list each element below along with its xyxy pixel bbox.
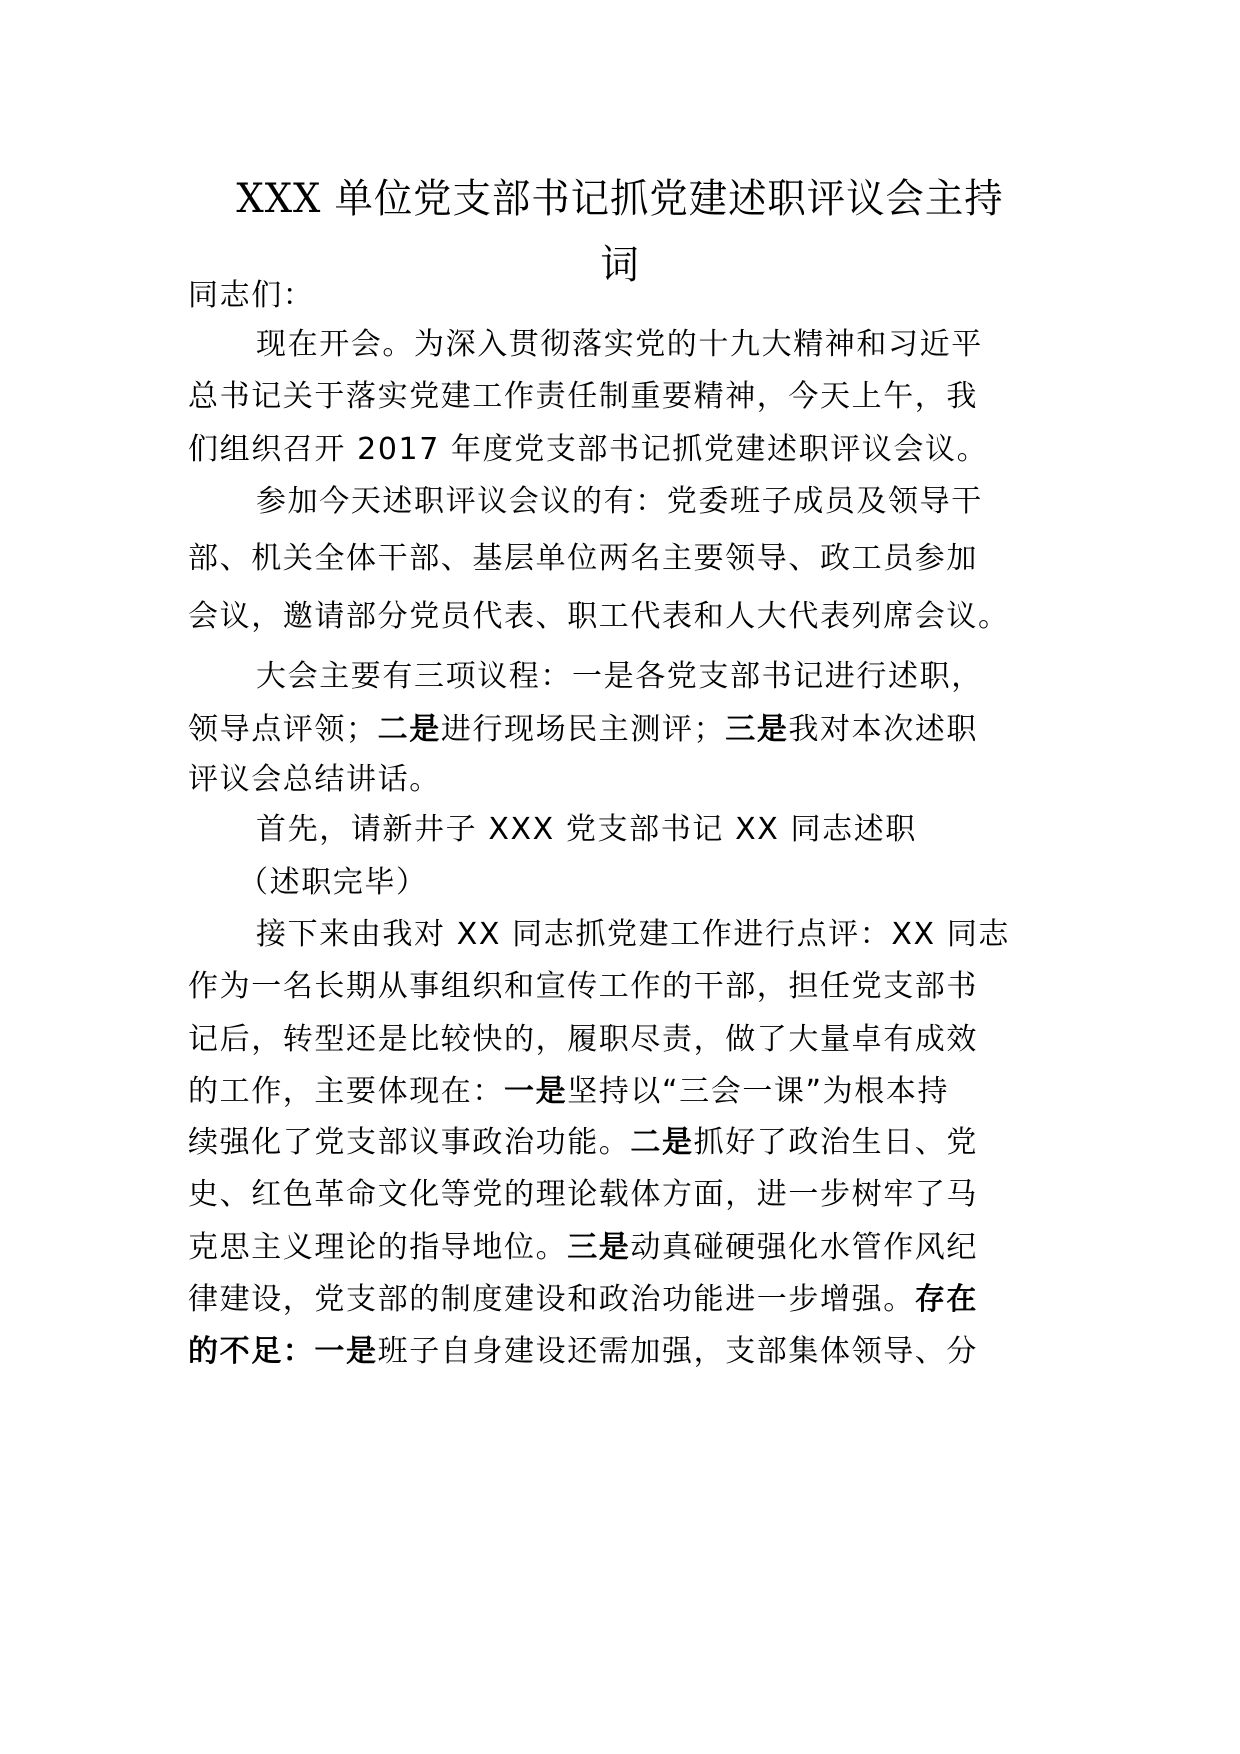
text-line <box>188 1123 978 1163</box>
text-line <box>188 810 917 850</box>
text-segment: 我对本次述职 <box>788 712 979 747</box>
text-segment: 克思主义理论的指导地位。 <box>188 1230 568 1265</box>
text-segment: 的工作，主要体现在： <box>188 1074 504 1109</box>
text-line <box>188 482 983 522</box>
bold-text-segment: 的不足： <box>188 1334 315 1369</box>
text-segment: 同志们： <box>188 278 315 313</box>
text-line <box>188 1280 978 1320</box>
text-segment: 评议会总结讲话。 <box>188 762 441 797</box>
title-line-2: 词 <box>600 242 640 288</box>
text-line <box>188 276 314 316</box>
text-segment: 班子自身建设还需加强，支部集体领导、分 <box>377 1334 979 1369</box>
text-line <box>188 657 983 697</box>
text-segment: 抓好了政治生日、党 <box>693 1125 979 1160</box>
text-line <box>188 325 983 365</box>
text-line <box>188 597 1010 637</box>
text-segment: 续强化了党支部议事政治功能。 <box>188 1125 631 1160</box>
text-line <box>188 1332 978 1372</box>
text-segment: 进行现场民主测评； <box>440 712 726 747</box>
text-segment: 史、红色革命文化等党的理论载体方面，进一步树牢了马 <box>188 1177 978 1212</box>
bold-text-segment: 一是 <box>504 1074 568 1109</box>
bold-text-segment: 二是 <box>377 712 441 747</box>
text-segment: 接下来由我对 XX 同志抓党建工作进行点评：XX 同志 <box>256 917 1011 952</box>
text-segment: 律建设，党支部的制度建设和政治功能进一步增强。 <box>188 1282 915 1317</box>
bold-text-segment: 一是 <box>314 1334 378 1369</box>
text-segment: 动真碰硬强化水管作风纪 <box>630 1230 979 1265</box>
text-segment: 参加今天述职评议会议的有：党委班子成员及领导干 <box>256 484 983 519</box>
text-segment: 记后，转型还是比较快的，履职尽责，做了大量卓有成效 <box>188 1022 978 1057</box>
text-line <box>188 967 978 1007</box>
text-line <box>188 377 978 417</box>
text-line <box>188 1175 978 1215</box>
text-segment: 们组织召开 2017 年度党支部书记抓党建述职评议会议。 <box>188 432 989 467</box>
text-line <box>188 1228 978 1268</box>
text-segment: （述职完毕） <box>238 865 428 900</box>
text-segment: 现在开会。为深入贯彻落实党的十九大精神和习近平 <box>256 327 983 362</box>
text-segment: 坚持以“三会一课”为根本持 <box>567 1074 950 1109</box>
text-segment: 大会主要有三项议程：一是各党支部书记进行述职， <box>256 659 983 694</box>
text-line <box>188 1020 978 1060</box>
title-line-1: XXX 单位党支部书记抓党建述职评议会主持 <box>236 176 1004 222</box>
bold-text-segment: 三是 <box>567 1230 631 1265</box>
bold-text-segment: 二是 <box>630 1125 694 1160</box>
text-segment: 会议，邀请部分党员代表、职工代表和人大代表列席会议。 <box>188 599 1010 634</box>
bold-text-segment: 三是 <box>725 712 789 747</box>
bold-text-segment: 存在 <box>914 1282 979 1317</box>
text-segment: 领导点评领； <box>188 712 378 747</box>
text-line <box>188 915 1010 955</box>
text-line <box>188 430 988 470</box>
text-segment: 部、机关全体干部、基层单位两名主要领导、政工员参加 <box>188 541 978 576</box>
text-line <box>188 1072 949 1112</box>
text-line <box>188 539 978 579</box>
text-line <box>188 760 441 800</box>
text-segment: 总书记关于落实党建工作责任制重要精神，今天上午，我 <box>188 379 978 414</box>
text-line <box>188 863 428 903</box>
text-segment: 作为一名长期从事组织和宣传工作的干部，担任党支部书 <box>188 969 978 1004</box>
text-line <box>188 710 978 750</box>
text-segment: 首先，请新井子 XXX 党支部书记 XX 同志述职 <box>256 812 917 847</box>
